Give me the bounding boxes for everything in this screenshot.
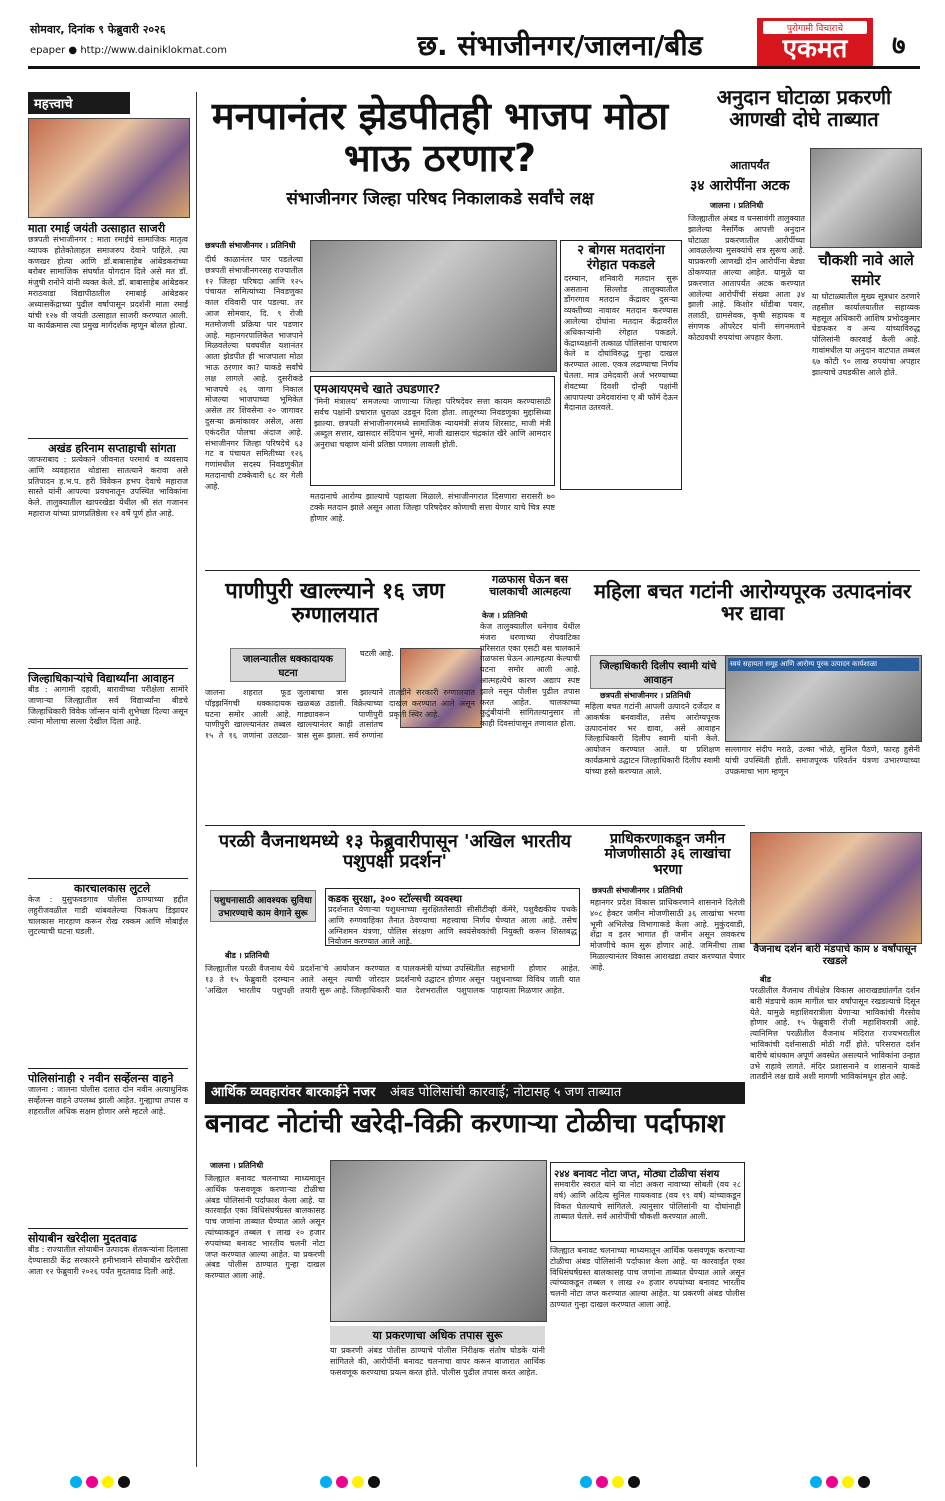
fake-notes-strap-left: आर्थिक व्यवहारांवर बारकाईने नजर [211, 1085, 376, 1100]
parli-headline: परळी वैजनाथमध्ये १३ फेब्रुवारीपासून 'अखिल भारतीय पशुपक्षी प्रदर्शन' [218, 831, 572, 872]
registration-dot [810, 1476, 822, 1488]
parli-security-box [325, 888, 580, 946]
epaper-url[interactable]: epaper ● http://www.dainiklokmat.com [30, 45, 227, 56]
sidebar-item-4-head: पोलिसांनाही २ नवीन सर्व्हेलन्स वाहने [28, 1072, 174, 1085]
sidebar-item-1-body: जाफराबाद : प्रत्येकाने जीवनात परमार्थ व व्यवसाय आणि व्यवहारात थोडासा सातत्याने करावा असे प्रतिपादन ह.भ.प. हरी विवेकन हभप देवाचे महाराज सास्ते यांनी आपल्या प्रवचनातून उपस्थित भाविकांना केले. तालुक्यातील खापरखेडा येथील श्री संत गजानन महाराज यांच्या प्राणप्रतिष्ठेला १२ वर्षे पूर्ण होत आहे. [28, 455, 188, 518]
edition-title: छ. संभाजीनगर/जालना/बीड [417, 29, 703, 62]
parli-subbox: पशुधनासाठी आवश्यक सुविधा उभारण्याचे काम वेगाने सुरू [210, 890, 316, 922]
registration-dot [70, 1476, 82, 1488]
registration-dot [352, 1476, 364, 1488]
registration-dot [580, 1476, 592, 1488]
crop-field-photo [810, 148, 922, 248]
registration-dot [118, 1476, 130, 1488]
women-body: महिला बचत गटांनी आपली उत्पादने दर्जेदार व आकर्षक बनवावीत, तसेच आरोग्यपूरक उत्पादनांवर भर द्यावा, असे आवाहन जिल्हाधिकारी दिलीप स्वामी यांनी केले. आयोजन करण्यात आले. या प्रशिक्षण कार्यक्रमाचे उद्घाटन जिल्हाधिकारी दिलीप स्वामी यांच्या हस्ते करण्यात आले. [585, 702, 720, 776]
sidebar [28, 92, 197, 1467]
lead-headline: मनपानंतर झेडपीतही भाजप मोठा भाऊ ठरणार? [211, 94, 669, 180]
fake-notes-strap [205, 1082, 745, 1104]
registration-dot [86, 1476, 98, 1488]
grant-side-body: या घोटाळ्यातील मुख्य सूत्रधार ठरणारे तहसील कार्यालयातील सहाय्यक महसूल अधिकारी आशिष प्रभोदकुमार घेडफकर व अन्य यांच्याविरुद्ध पोलिसांनी कारवाई केली आहे. गावांमधील या अनुदान वाटपात तब्बल ६७ कोटी ९० लाख रुपयांचा अपहार झाल्याचे उघडकीस आले होते. [812, 292, 920, 377]
lead-body: दीर्घ काळानंतर पार पडलेल्या छत्रपती संभाजीनगरसह राज्यातील १२ जिल्हा परिषदा आणि १२५ पंचायत समित्यांच्या निवडणुका काल रविवारी पार पडल्या. तर आज सोमवार, दि. ९ रोजी मतमोजणी प्रक्रिया पार पडणार आहे. महानगरपालिकेत भाजपाने मिळवलेल्या घवघवीत यशानंतर आता झेडपीत ही भाजपाला मोठा भाऊ ठरणार का? याकडे सर्वांचे लक्ष लागले आहे. दुसरीकडे भाजपचे २६ जागा निकाल मोजल्या भाजपाच्या भूमिकेत असेल तर शिवसेना २० जागावर दुसऱ्या क्रमांकावर असेल, असा एकंदरीत पोलचा अंदाज आहे. संभाजीनगर जिल्हा परिषदेचे ६३ गट व पंचायत समितीच्या १२६ गणांमधील सदस्य निवडणुकीत मतदानाची टक्केवारी ६८ वर गेली आहे. [205, 255, 303, 491]
women-subbox: जिल्हाधिकारी दिलीप स्वामी यांचे आवाहन [590, 655, 726, 689]
registration-dot [336, 1476, 348, 1488]
divider [28, 878, 188, 879]
registration-dot [612, 1476, 624, 1488]
sidebar-item-3-body: केज : युसुफवडगाव पोलीस ठाण्याच्या हद्दीत लहुरीजवळील गाडी थांबवलेल्या पिकअप डिझायर चालकास मारहाण करून रोख रक्कम आणि मोबाईल लुटल्याची घटना घडली. [28, 895, 188, 937]
sidebar-item-3-head: कारचालकास लुटले [73, 882, 151, 895]
driver-dateline: केज । प्रतिनिधी [482, 611, 528, 620]
workshop-banner: स्वयं सहायता समूह आणि आरोग्य पूरक उत्पादन कार्यशाळा [728, 658, 919, 671]
panipuri-subbox: जालन्यातील धक्कादायक घटना [230, 648, 346, 682]
sidebar-item-0-body: छत्रपती संभाजीनगर : माता रमाईंचे सामाजिक मातृत्व व्यापक होतेकोलाहल समाजरुप देवाने पाहिले. त्या कणखर होत्या आणि डॉ.बाबासाहेब आंबेडकरांच्या बरोबर सामाजिक संघर्षात योगदान दिले असे मत डॉ. मंजुषी रानोने यांनी व्यक्त केले. डॉ. बाबासाहेब आंबेडकर मराठवाडा विद्यापीठातील रमाबाई आंबेडकर अध्यासकेंद्राच्या पुढील वर्षापासून प्रदर्शनी माता रमाई यांची १२७ वी जयंती उत्साहात साजरी करण्यात आली. या कार्यक्रमास त्या प्रमुख मार्गदर्शक म्हणून बोलत होत्या. [28, 235, 188, 331]
divider [28, 1228, 188, 1229]
panipuri-headline: पाणीपुरी खाल्ल्याने १६ जण रुग्णालयात [225, 579, 445, 629]
divider [205, 825, 745, 826]
temple-body: परळीतील वैजनाथ तीर्थक्षेत्र विकास आराखड्यांतर्गत दर्शन बारी मंडपाचे काम मागील चार वर्षांपासून रखडल्याचे दिसून येते. यामुळे महाशिवरात्रीला येणाऱ्या भाविकांची गैरसोय होणार आहे. १५ फेब्रुवारी रोजी महाशिवरात्री आहे. त्यानिमित्त परळीतील वैजनाथ मंदिरात राज्यभरातील भाविकांची दर्शनासाठी मोठी गर्दी होते. परिसरात दर्शन बारीचे बांधकाम अपूर्ण अवस्थेत असल्याने भाविकांना उन्हात उभे राहावे लागते. मंदिर प्रशासनाने व शासनाने याकडे तातडीने लक्ष द्यावे अशी मागणी भाविकांमधून होत आहे. [750, 986, 920, 1082]
mim-box-body: 'मिनी मंत्रालय' समजल्या जाणाऱ्या जिल्हा परिषदेवर सत्ता कायम करण्यासाठी सर्वच पक्षांनी प्रचारात धुराळा उडवून दिला होता. लातूरच्या निवडणुका मुद्दासिध्या झाल्या. छत्रपती संभाजीनगरमध्ये सामाजिक न्यायमंत्री संजय शिरसाट, माजी मंत्री अब्दुल सत्तार, खासदार संदिपान भुमरे, माजी खासदार चंद्रकांत खैरे आणि आमदार अनुराधा चव्हाण यांनी प्रतिष्ठा पणाला लावली होती. [314, 397, 551, 450]
bogus-voters-body: दरम्यान, शनिवारी मतदान सुरू असताना सिल्लोड तालुक्यातील डोंगरगाव मतदान केंद्रावर दुसऱ्या व्यक्तीच्या नावावर मतदान करण्यास आलेल्या दोघांना मतदान केंद्रावरील अधिकाऱ्यांनी रंगेहात पकडले. केंद्राध्यक्षांनी तत्काळ पोलिसांना पाचारण केले व दोघांविरुद्ध गुन्हा दाखल करण्यात आला. एकत्र लढण्याचा निर्णय घेतला. मात्र उमेदवारी अर्ज भरण्याच्या शेवटच्या दिवशी दोन्ही पक्षांनी आपापल्या उमेदवारांना ए बी फॉर्म देऊन मैदानात उतरवले. [564, 273, 678, 413]
registration-dot [596, 1476, 608, 1488]
header-rule [28, 66, 920, 69]
bogus-voters-box [560, 240, 682, 490]
authority-body: महानगर प्रदेश विकास प्राधिकरणाने शासनाने दिलेली ४०८ हेक्टर जमीन मोजणीसाठी ३६ लाखांचा भरणा भूमी अभिलेख विभागाकडे केला आहे. मुकुंदवाडी, शेंद्रा व इतर भागात ही जमीन असून लवकरच मोजणीचे काम सुरू होणार आहे. जमिनीचा ताबा मिळाल्यानंतर विकास आराखडा तयार करण्यात येणार आहे. [590, 898, 745, 972]
sidebar-item-5-body: बीड : राज्यातील सोयाबीन उत्पादक शेतकऱ्यांना दिलासा देण्यासाठी केंद्र सरकारने हमीभावाने सोयाबीन खरेदीला आता १२ फेब्रुवारी २०२६ पर्यंत मुदतवाढ दिली आहे. [28, 1245, 188, 1276]
lead-body-continued: मतदानाचे आरोग्य झाल्याचे पहायला मिळाले. संभाजीनगरात दिसणारा सरासरी ७० टक्के मतदान झाले असून आता जिल्हा परिषदेवर कोणाची सत्ता येणार याचे चित्र स्पष्ट होणार आहे. [310, 492, 555, 523]
divider [28, 668, 188, 669]
registration-dot [826, 1476, 838, 1488]
mim-box-title: एमआयएमचे खाते उघडणार? [314, 382, 441, 396]
women-dateline: छत्रपती संभाजीनगर । प्रतिनिधी [600, 691, 691, 700]
arrest-photo [330, 1160, 547, 1322]
fake-notes-body: जिल्ह्यात बनावट चलनाच्या माध्यमातून आर्थिक फसवणूक करणाऱ्या टोळीचा अंबड पोलिसांनी पर्दाफाश केला आहे. या कारवाईत एका विधिसंघर्षग्रस्त बालकासह पाच जणांना ताब्यात घेण्यात आले असून त्यांच्याकडून तब्बल १ लाख २० हजार रुपयांच्या बनावट भारतीय चलनी नोटा जप्त करण्यात आल्या आहेत. या प्रकरणी अंबड पोलीस ठाण्यात गुन्हा दाखल करण्यात आला आहे. [205, 1174, 325, 1281]
fake-notes-dateline: जालना । प्रतिनिधी [210, 1161, 264, 1170]
parli-body: जिल्ह्यातील परळी वैजनाथ येथे १३ ते १५ फेब्रुवारी दरम्यान 'अखिल भारतीय पशुपक्षी प्रदर्शना'चे आयोजन करण्यात आले असून त्याची जोरदार तयारी सुरू आहे. जिल्हाधिकारी व पालकमंत्री यांच्या उपस्थितीत प्रदर्शनाचे उद्घाटन होणार असून यात देशभरातील पशुपालक सहभागी होणार आहेत. पशुधनाच्या विविध जाती यात पाहायला मिळणार आहेत. [205, 964, 580, 995]
sidebar-item-2-body: बीड : आगामी दहावी, बारावीच्या परीक्षेला सामोरे जाणाऱ्या जिल्ह्यातील सर्व विद्यार्थ्यांना बीडचे जिल्हाधिकारी विवेक जॉन्सन यांनी शुभेच्छा दिल्या असून त्यांना मोलाचा सल्ला देखील दिला आहे. [28, 685, 188, 727]
fake-notes-box-head: २४४ बनावट नोटा जप्त, मोठ्या टोळीचा संशय [554, 1169, 720, 1180]
temple-caption: वैजनाथ दर्शन बारी मंडपाचे काम ४ वर्षांपासून रखडले [753, 944, 917, 967]
sidebar-item-4-body: जालना : जालना पोलीस दलात दोन नवीन अत्याधुनिक सर्व्हेलन्स वाहने उपलब्ध झाली आहेत. गुन्ह्याचा तपास व शहरातील अधिक सक्षम होणार असे म्हटले आहे. [28, 1085, 188, 1116]
registration-dot [102, 1476, 114, 1488]
authority-headline: प्राधिकरणाकडून जमीन मोजणीसाठी ३६ लाखांचा भरणा [604, 831, 731, 878]
driver-headline: गळफास घेऊन बस चालकाची आत्महत्या [489, 573, 571, 599]
mim-box [310, 376, 555, 486]
panipuri-body: जालना शहरात फूड पॉइझनिंगची धक्कादायक घटना समोर आली आहे. पाणीपुरी खाल्ल्यानंतर तब्बल १५ ते १६ जणांना उलट्या-जुलाबाचा त्रास झाल्याने खळबळ उडाली. विक्रेत्याच्या गाड्यावरून पाणीपुरी खाल्ल्यानंतर काही तासांतच त्रास सुरू झाला. सर्व रुग्णांना तातडीने सरकारी रुग्णालयात दाखल करण्यात आले असून प्रकृती स्थिर आहे. [205, 688, 475, 741]
registration-dot [858, 1476, 870, 1488]
women-workshop-photo [725, 655, 922, 742]
temple-photo [750, 832, 922, 944]
grant-headline: अनुदान घोटाळा प्रकरणी आणखी दोघे ताब्यात [716, 85, 892, 131]
investigation-caption: या प्रकरणाचा अधिक तपास सुरू [330, 1326, 545, 1345]
sidebar-item-2-head: जिल्हाधिकाऱ्यांचे विद्यार्थ्यांना आवाहन [28, 672, 174, 685]
newspaper-logo [757, 18, 873, 68]
parli-dateline: बीड । प्रतिनिधी [225, 951, 270, 960]
sidebar-item-0-head: माता रमाई जयंती उत्साहात साजरी [28, 222, 166, 235]
registration-dot [842, 1476, 854, 1488]
fake-notes-box [550, 1162, 745, 1242]
women-body-2: सल्लागार संदीप मराठे, उल्का भोळे, सुनिल पैठणे, फारह हुसेनी यांची उपस्थिती होती. समाजपूरक परिवर्तन यंत्रणा उभारण्याच्या उपक्रमाचा भाग म्हणून [725, 745, 920, 776]
bogus-voters-headline: २ बोगस मतदारांना रंगेहात पकडले [577, 243, 665, 273]
driver-body: केज तालुक्यातील धनेगाव येथील मंजरा धरणाच्या रोपवाटिका परिसरात एका एसटी बस चालकाने गळफास घेऊन आत्महत्या केल्याची घटना समोर आली आहे. आत्महत्येचे कारण अद्याप स्पष्ट झाले नसून पोलीस पुढील तपास करत आहेत. चालकाच्या कुटुंबीयांनी सांगितल्यानुसार तो काही दिवसांपासून तणावात होता. [480, 622, 580, 729]
logo-name: एकमत [782, 34, 848, 64]
sidebar-tag: महत्त्वाचे [28, 92, 130, 114]
divider [28, 438, 188, 439]
fake-notes-body-2: जिल्ह्यात बनावट चलनाच्या माध्यमातून आर्थिक फसवणूक करणाऱ्या टोळीचा अंबड पोलिसांनी पर्दाफाश केला आहे. या कारवाईत एका विधिसंघर्षग्रस्त बालकासह पाच जणांना ताब्यात घेण्यात आले असून त्यांच्याकडून तब्बल १ लाख २० हजार रुपयांच्या बनावट भारतीय चलनी नोटा जप्त करण्यात आल्या आहेत. या प्रकरणी अंबड पोलीस ठाण्यात गुन्हा दाखल करण्यात आला आहे. [550, 1246, 745, 1309]
registration-dot [628, 1476, 640, 1488]
sidebar-item-1-head: अखंड हरिनाम सप्ताहाची सांगता [48, 442, 176, 455]
fake-notes-box-body: समवारीर स्वरात यांने या नोटा अकरा नावाच्या सोबती (वय २८ वर्ष) आणि अदित्य सुनिल गायकवाड (वय १९ वर्ष) यांच्याकडून विकत घेतल्याचे सांगितले. त्यानुसार पोलिसांनी या दोघांनाही ताब्यात घेतले. सर्व आरोपींची चौकशी करण्यात आली. [554, 1180, 741, 1222]
divider [205, 570, 920, 571]
fake-notes-strap-right: अंबड पोलिसांची कारवाई; नोटासह ५ जण ताब्यात [390, 1085, 622, 1100]
grant-side-head: चौकशी नावे आले समोर [818, 251, 914, 289]
rally-photo [28, 118, 190, 218]
registration-dot [368, 1476, 380, 1488]
lead-subhead: संभाजीनगर जिल्हा परिषद निकालाकडे सर्वांचे लक्ष [286, 189, 594, 209]
temple-dateline: बीड [760, 975, 771, 984]
registration-dot [320, 1476, 332, 1488]
parli-side-body: प्रदर्शनात येणाऱ्या पशुधनाच्या सुरक्षिततेसाठी सीसीटीव्ही कॅमेरे, पशुवैद्यकीय पथके आणि रुग्णवाहिका तैनात ठेवण्याचा महत्त्वाचा निर्णय घेण्यात आला आहे. तसेच अग्निशमन यंत्रणा, पोलिस संरक्षण आणि स्वयंसेवकांची नियुक्ती करून शिस्तबद्ध नियोजन करण्यात आले आहे. [328, 905, 577, 947]
authority-dateline: छत्रपती संभाजीनगर । प्रतिनिधी [592, 886, 683, 895]
sidebar-item-5-head: सोयाबीन खरेदीला मुदतवाढ [28, 1232, 137, 1245]
parli-side-head: कडक सुरक्षा, ३०० स्टॉल्सची व्यवस्था [328, 894, 462, 905]
panipuri-caption: घटली आहे. [360, 649, 394, 658]
grant-body: जिल्ह्यातील अंबड व घनसावंगी तालुक्यात झालेल्या नैसर्गिक आपत्ती अनुदान घोटाळा प्रकरणातील आरोपींच्या आवळलेल्या मुसक्यांचे सत्र सुरूच आहे. याप्रकरणी आणखी दोन आरोपींना बेड्या ठोकण्यात आल्या आहेत. यामुळे या प्रकरणात आतापर्यंत अटक करण्यात आलेल्या आरोपींची संख्या आता ३४ झाली आहे. किशोर धोंडीबा पवार, तलाठी, ग्रामसेवक, कृषी सहायक व संगणक ऑपरेटर यांनी संगनमताने कोट्यवधी रुपयांचा अपहार केला. [688, 214, 805, 342]
women-headline: महिला बचत गटांनी आरोग्यपूरक उत्पादनांवर भर द्यावा [593, 579, 912, 625]
grant-kicker: आतापर्यंत [730, 159, 770, 172]
grant-subhead: ३४ आरोपींना अटक [690, 178, 790, 194]
investigation-body: या प्रकरणी अंबड पोलीस ठाण्याचे पोलीस निरीक्षक संतोष घोडके यांनी सांगितले की, आरोपींनी बनावट चलनाचा वापर करून बाजारात आर्थिक फसवणूक करण्याचा प्रयत्न करत होते. पोलीस पुढील तपास करत आहेत. [330, 1346, 545, 1377]
fake-notes-headline: बनावट नोटांची खरेदी-विक्री करणाऱ्या टोळीचा पर्दाफाश [205, 1109, 725, 1139]
logo-tagline: पुरोगामी विचाराचे [763, 21, 867, 34]
divider [28, 1068, 188, 1069]
issue-date: सोमवार, दिनांक ९ फेब्रुवारी २०२६ [30, 23, 166, 36]
page-number: ७ [892, 31, 906, 61]
zp-building-photo [310, 240, 557, 372]
grant-dateline: जालना । प्रतिनिधी [710, 201, 764, 210]
lead-dateline: छत्रपती संभाजीनगर । प्रतिनिधी [205, 241, 296, 250]
